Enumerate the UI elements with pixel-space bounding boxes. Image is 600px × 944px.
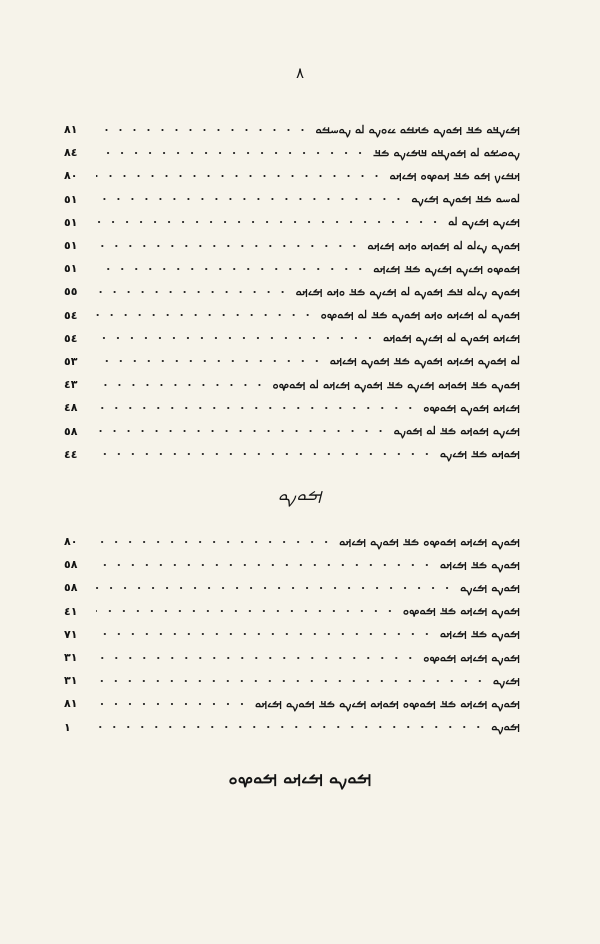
toc-entry-page-number: ٥٤ xyxy=(64,308,78,322)
dot-leader xyxy=(96,656,417,660)
dot-leader xyxy=(96,244,361,248)
toc-entry-title: ࡋࡀ ࡌࡀࡍࡀ ࡌࡉࡕࡀ ࡌࡀࡍࡀ ࡏࡃ ࡌࡀࡍࡀ ࡌࡉࡕࡀ xyxy=(329,353,520,368)
dot-leader xyxy=(96,702,249,706)
toc-entry-page-number: ٥٣ xyxy=(64,354,78,368)
toc-entry-title: ࡌࡉࡍࡀ ࡌࡀࡕࡀ ࡏࡃ ࡋࡀ ࡌࡀࡍࡀ xyxy=(393,423,520,438)
dot-leader xyxy=(96,586,454,590)
toc-entry-title: ࡌࡀࡍࡀ ࡏࡃ ࡌࡉࡕࡀ xyxy=(439,556,520,571)
toc-entry-page-number: ٤٨ xyxy=(64,401,78,415)
dot-leader xyxy=(96,267,367,271)
toc-entry-page-number: ٤٣ xyxy=(64,378,78,392)
dot-leader xyxy=(96,383,266,387)
toc-entry xyxy=(60,234,520,257)
toc-entry-title: ࡌࡉࡍࡃࡀ ࡏࡃ ࡌࡀࡍࡀ ࡏࡕࡓࡀ ࡖࡀࡍࡀ ࡋࡀ ࡍࡀࡄࡓࡀ xyxy=(315,121,520,136)
toc-entry-page-number: ٤١ xyxy=(64,604,78,618)
dot-leader xyxy=(96,313,315,317)
toc-entry-title: ࡌࡀࡍࡀ ࡏࡃ ࡌࡉࡕࡀ xyxy=(439,626,520,641)
toc-entry-page-number: ٨٤ xyxy=(64,146,78,160)
table-of-contents-section-one xyxy=(60,118,520,466)
dot-leader xyxy=(96,406,417,410)
toc-entry-page-number: ٣١ xyxy=(64,674,78,688)
table-of-contents-section-two xyxy=(60,530,520,739)
toc-entry xyxy=(60,327,520,350)
dot-leader xyxy=(96,174,384,178)
toc-entry xyxy=(60,623,520,646)
page-number: ٨ xyxy=(295,64,305,82)
toc-entry xyxy=(60,530,520,553)
toc-entry-title: ࡌࡀࡕࡀ ࡏࡃ ࡌࡉࡍࡀ xyxy=(439,446,520,461)
toc-entry-page-number: ٧١ xyxy=(64,627,78,641)
toc-entry xyxy=(60,211,520,234)
section-heading: ࡌࡀࡍࡀ xyxy=(277,484,323,505)
toc-entry xyxy=(60,257,520,280)
toc-entry-title: ࡌࡉࡕࡀ ࡌࡀࡍࡀ ࡋࡀ ࡌࡉࡍࡀ ࡌࡀࡕࡀ xyxy=(382,330,520,345)
toc-entry-page-number: ٤٤ xyxy=(64,447,78,461)
toc-entry xyxy=(60,396,520,419)
toc-entry xyxy=(60,553,520,576)
toc-entry-title: ࡕࡓࡉࡍ ࡌࡀ ࡏࡃ ࡕࡀࡔࡀ ࡌࡉࡕࡀ xyxy=(389,167,520,182)
dot-leader xyxy=(96,452,434,456)
toc-entry-title: ࡌࡀࡍࡀ ࡌࡉࡍࡀ xyxy=(460,579,520,594)
dot-leader xyxy=(96,540,333,544)
toc-entry-page-number: ٥٨ xyxy=(64,424,78,438)
toc-entry xyxy=(60,373,520,396)
dot-leader xyxy=(96,290,290,294)
toc-entry xyxy=(60,419,520,442)
dot-leader xyxy=(96,220,442,224)
toc-entry xyxy=(60,716,520,739)
toc-entry-title: ࡌࡉࡍࡀ xyxy=(492,672,520,687)
dot-leader xyxy=(96,128,309,132)
dot-leader xyxy=(96,336,377,340)
toc-entry-title: ࡌࡀࡍࡀ ࡌࡉࡕࡀ ࡏࡃ ࡌࡀࡔࡀ ࡌࡀࡕࡀ ࡌࡉࡍࡀ ࡏࡃ ࡌࡀࡍࡀ ࡌࡉࡕࡀ xyxy=(254,695,520,710)
toc-entry xyxy=(60,646,520,669)
toc-entry-page-number: ٨١ xyxy=(64,123,78,137)
toc-entry xyxy=(60,188,520,211)
toc-entry-page-number: ٨١ xyxy=(64,697,78,711)
toc-entry-page-number: ٥١ xyxy=(64,239,78,253)
dot-leader xyxy=(96,429,388,433)
toc-entry-page-number: ٥١ xyxy=(64,215,78,229)
toc-entry-page-number: ٨٠ xyxy=(64,535,78,549)
dot-leader xyxy=(96,151,367,155)
toc-entry-title: ࡌࡀࡍࡀ ࡌࡉࡕࡀ ࡌࡀࡔࡀ xyxy=(423,649,520,664)
toc-entry-title: ࡌࡉࡍࡀ ࡌࡉࡍࡀ ࡋࡀ xyxy=(448,214,520,229)
dot-leader xyxy=(96,609,397,613)
toc-entry-page-number: ٥٤ xyxy=(64,331,78,345)
toc-entry-title: ࡌࡀࡔࡀ ࡌࡉࡍࡀ ࡌࡉࡍࡀ ࡏࡃ ࡌࡉࡕࡀ xyxy=(373,260,520,275)
toc-entry xyxy=(60,304,520,327)
toc-entry xyxy=(60,692,520,715)
toc-entry xyxy=(60,576,520,599)
toc-entry-title: ࡌࡀࡍࡀ ࡏࡃ ࡌࡀࡕࡀ ࡌࡉࡍࡀ ࡏࡃ ࡌࡀࡍࡀ ࡌࡉࡕࡀ ࡋࡀ ࡌࡀࡔࡀ xyxy=(272,376,520,391)
toc-entry-title: ࡌࡀࡍࡀ ࡌࡉࡕࡀ ࡌࡀࡔࡀ ࡏࡃ ࡌࡀࡍࡀ ࡌࡉࡕࡀ xyxy=(339,533,520,548)
toc-entry-page-number: ٥٨ xyxy=(64,581,78,595)
toc-entry-title: ࡌࡀࡍࡀ ࡌࡉࡕࡀ ࡏࡃ ࡌࡀࡔࡀ xyxy=(402,603,520,618)
toc-entry-page-number: ٥٨ xyxy=(64,558,78,572)
dot-leader xyxy=(96,679,487,683)
toc-entry-title: ࡌࡀࡍࡀ ࡍࡉࡋࡀ ࡃࡏ ࡌࡀࡍࡀ ࡋࡀ ࡌࡉࡍࡀ ࡏࡃ ࡀࡕࡀ ࡌࡉࡕࡀ xyxy=(295,283,520,298)
toc-entry-page-number: ٥١ xyxy=(64,192,78,206)
toc-entry-title: ࡌࡀࡍࡀ ࡍࡉࡋࡀ ࡋࡀ ࡌࡀࡕࡀ ࡀࡕࡀ ࡌࡉࡕࡀ xyxy=(367,237,520,252)
dot-leader xyxy=(96,359,324,363)
toc-entry-page-number: ٥٥ xyxy=(64,285,78,299)
toc-entry xyxy=(60,443,520,466)
toc-entry xyxy=(60,280,520,303)
toc-entry xyxy=(60,164,520,187)
dot-leader xyxy=(96,197,405,201)
toc-entry-page-number: ٥١ xyxy=(64,262,78,276)
toc-entry xyxy=(60,118,520,141)
dot-leader xyxy=(96,632,434,636)
toc-entry-title: ࡍࡀࡎࡁࡀ ࡋࡀ ࡌࡀࡍࡃࡀ ࡃࡌࡉࡍࡀ ࡏࡃ xyxy=(373,144,520,159)
toc-entry-page-number: ٨٠ xyxy=(64,169,78,183)
toc-entry-title: ࡌࡀࡍࡀ xyxy=(491,719,520,734)
toc-entry-page-number: ٣١ xyxy=(64,651,78,665)
toc-entry-title: ࡌࡀࡍࡀ ࡋࡀ ࡌࡉࡕࡀ ࡀࡕࡀ ࡌࡀࡍࡀ ࡏࡃ ࡋࡀ ࡌࡀࡔࡀ xyxy=(320,307,520,322)
toc-entry-page-number: ١ xyxy=(64,720,71,734)
toc-entry xyxy=(60,669,520,692)
toc-entry xyxy=(60,141,520,164)
toc-entry xyxy=(60,600,520,623)
dot-leader xyxy=(96,725,485,729)
toc-entry xyxy=(60,350,520,373)
toc-entry-title: ࡌࡉࡕࡀ ࡌࡀࡍࡀ ࡌࡀࡔࡀ xyxy=(423,399,520,414)
footer-heading: ࡌࡀࡍࡀ ࡌࡉࡕࡀ ࡌࡀࡔࡀ xyxy=(228,768,372,788)
toc-entry-title: ࡋࡀࡄࡀ ࡏࡃ ࡌࡀࡍࡀ ࡌࡉࡍࡀ xyxy=(411,191,520,206)
dot-leader xyxy=(96,563,434,567)
